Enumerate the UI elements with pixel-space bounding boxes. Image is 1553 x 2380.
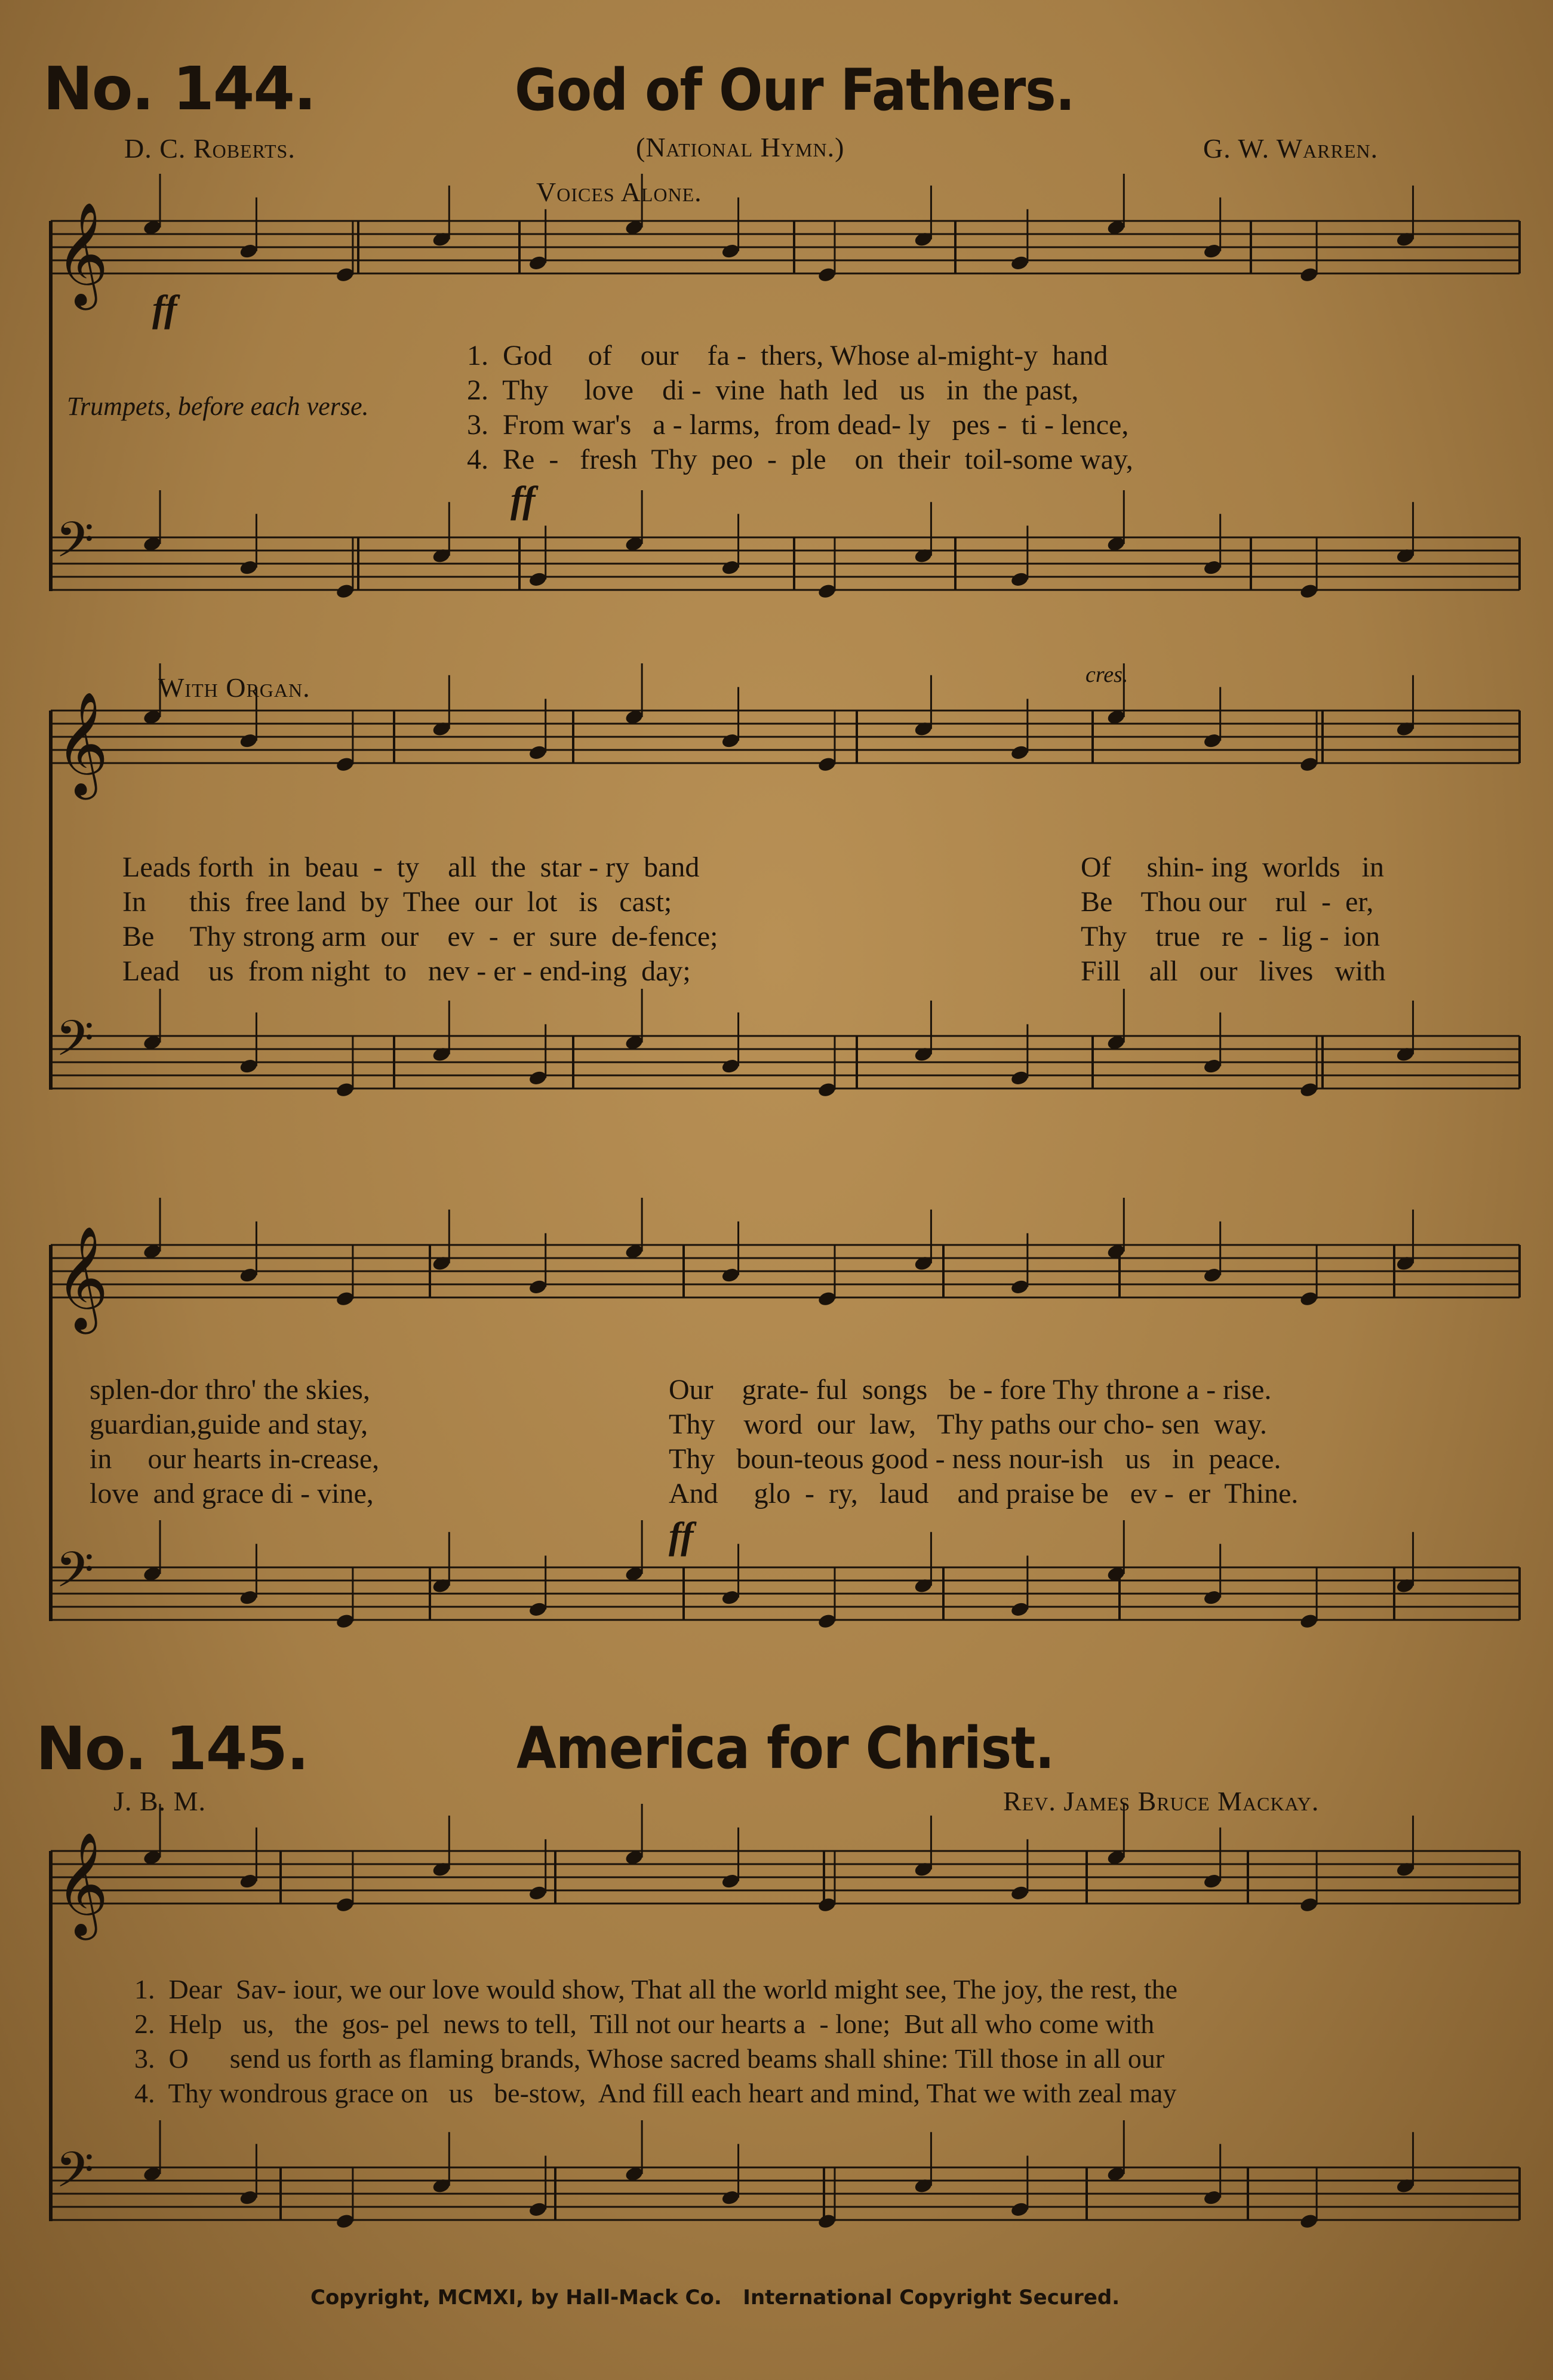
- lyric-line: Our grate- ful songs be - fore Thy throne a - rise.: [669, 1374, 1272, 1406]
- hymn-144-system-2-lyrics-left: [122, 851, 718, 989]
- hymn-144-system-3-lyrics-right: [669, 1373, 1298, 1512]
- lyric-line: 3. From war's a - larms, from dead- ly pes - ti - lence,: [467, 409, 1129, 441]
- lyric-line: 4. Re - fresh Thy peo - ple on their toil-some way,: [467, 444, 1133, 475]
- hymn-145-composer: Rev. James Bruce Mackay.: [1003, 1786, 1320, 1816]
- lyric-line: Be Thou our rul - er,: [1081, 886, 1374, 918]
- hymn-144-author: D. C. Roberts.: [124, 133, 296, 164]
- lyric-line: Fill all our lives with: [1081, 955, 1386, 987]
- lyric-line: guardian,guide and stay,: [90, 1409, 368, 1440]
- copyright-notice: Copyright, MCMXI, by Hall-Mack Co. International Copyright Secured.: [310, 2286, 1120, 2310]
- lyric-line: 3. O send us forth as flaming brands, Whose sacred beams shall shine: Till those in all our: [134, 2043, 1165, 2074]
- hymn-144-subtitle: (National Hymn.): [636, 132, 845, 162]
- bass-clef-icon: 𝄢: [56, 2141, 94, 2211]
- hymn-144-title: God of Our Fathers.: [515, 57, 1075, 124]
- hymn-145-author: J. B. M.: [113, 1786, 206, 1816]
- hymn-144-number: No. 144.: [43, 54, 315, 124]
- bass-clef-icon: 𝄢: [56, 1009, 94, 1080]
- lyric-line: in our hearts in-crease,: [90, 1443, 380, 1475]
- lyric-line: Thy boun-teous good - ness nour-ish us in peace.: [669, 1443, 1281, 1475]
- treble-clef-icon: 𝄞: [56, 202, 109, 306]
- lyric-line: 4. Thy wondrous grace on us be-stow, And fill each heart and mind, That we with zeal may: [134, 2078, 1177, 2108]
- bass-clef-icon: 𝄢: [56, 1540, 94, 1611]
- lyric-line: love and grace di - vine,: [90, 1478, 374, 1509]
- lyric-line: Be Thy strong arm our ev - er sure de-fence;: [122, 921, 718, 952]
- treble-clef-icon: 𝄞: [56, 1226, 109, 1330]
- bass-clef-icon: 𝄢: [56, 511, 94, 581]
- trumpet-note: Trumpets, before each verse.: [67, 392, 369, 421]
- hymn-144-system-1-lyrics: [467, 339, 1133, 478]
- lyric-line: Thy true re - lig - ion: [1081, 921, 1380, 952]
- dynamic-ff-3: ff: [669, 1514, 694, 1557]
- lyric-line: Thy word our law, Thy paths our cho- sen way.: [669, 1409, 1268, 1440]
- treble-clef-icon: 𝄞: [56, 1832, 109, 1936]
- lyric-line: In this free land by Thee our lot is cast;: [122, 886, 672, 918]
- direction-voices-alone: Voices Alone.: [536, 177, 702, 207]
- lyric-line: 2. Thy love di - vine hath led us in the past,: [467, 374, 1079, 406]
- hymn-144-composer: G. W. Warren.: [1203, 133, 1379, 164]
- lyric-line: Lead us from night to nev - er - end-ing day;: [122, 955, 691, 987]
- hymn-144-system-3-lyrics-left: [90, 1373, 379, 1512]
- lyric-line: 1. Dear Sav- iour, we our love would show, That all the world might see, The joy, the rest, the: [134, 1974, 1178, 2004]
- hymn-144-system-2-lyrics-right: [1081, 851, 1386, 989]
- hymn-145-title: America for Christ.: [516, 1715, 1054, 1782]
- lyric-line: 2. Help us, the gos- pel news to tell, Till not our hearts a - lone; But all who come with: [134, 2009, 1155, 2039]
- direction-with-organ: With Organ.: [158, 672, 310, 703]
- lyric-line: Leads forth in beau - ty all the star - ry band: [122, 851, 700, 883]
- dynamic-ff-2: ff: [511, 478, 536, 521]
- lyric-line: 1. God of our fa - thers, Whose al-might-y hand: [467, 340, 1108, 371]
- hymn-145-system-1-lyrics: [134, 1973, 1177, 2112]
- treble-clef-icon: 𝄞: [56, 691, 109, 795]
- lyric-line: And glo - ry, laud and praise be ev - er Thine.: [669, 1478, 1299, 1509]
- lyric-line: splen-dor thro' the skies,: [90, 1374, 370, 1406]
- hymn-145-number: No. 145.: [36, 1714, 308, 1784]
- dynamic-cres: cres.: [1085, 662, 1128, 687]
- lyric-line: Of shin- ing worlds in: [1081, 851, 1384, 883]
- dynamic-ff-1: ff: [152, 287, 177, 330]
